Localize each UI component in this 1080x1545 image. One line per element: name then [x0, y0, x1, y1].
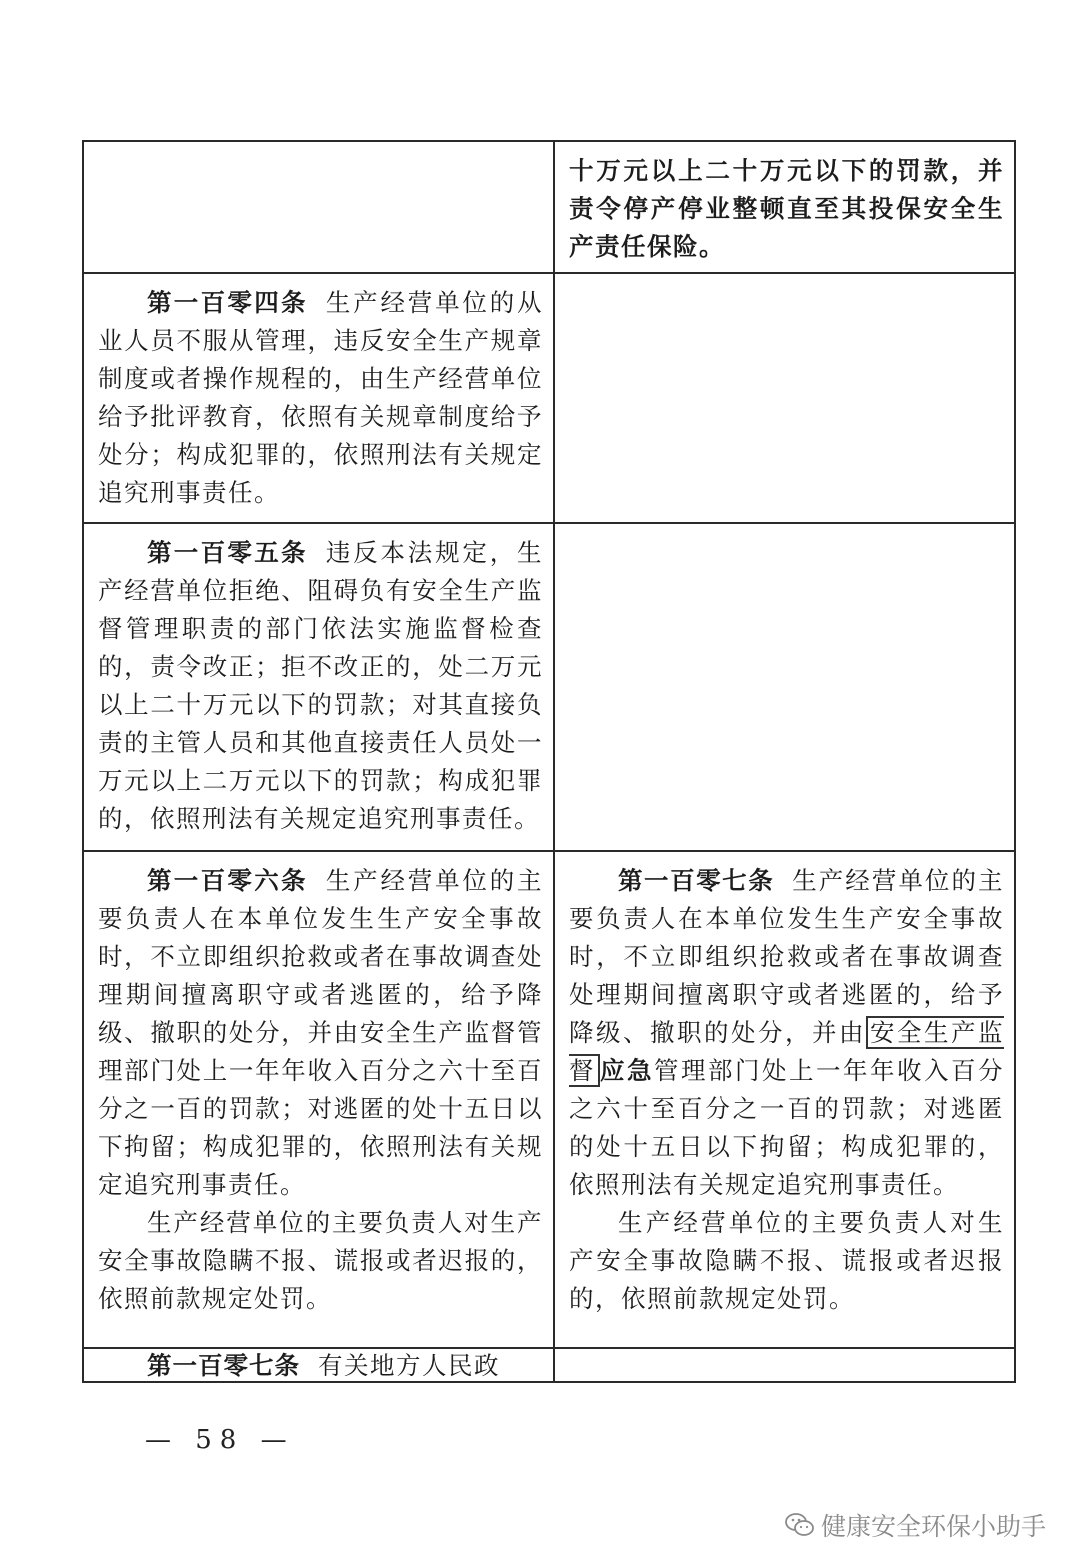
left-cell	[83, 141, 554, 273]
table-row	[83, 851, 1015, 1348]
article-paragraph-2: 生产经营单位的主要负责人对生产安全事故隐瞒不报、谎报或者迟报的，依照前款规定处罚。	[98, 1208, 543, 1313]
article-number: 第一百零四条	[147, 288, 308, 317]
wechat-icon	[785, 1512, 815, 1538]
right-cell	[554, 851, 1015, 1348]
article-body: 生产经营单位的从业人员不服从管理，违反安全生产规章制度或者操作规程的，由生产经营单位给予批评教育，依照有关规章制度给予处分；构成犯罪的，依照刑法有关规定追究刑事责任。	[98, 288, 544, 507]
article-body-post: 管理部门处上一年年收入百分之六十至百分之一百的罚款；对逃匿的处十五日以下拘留；构成犯罪的，依照刑法有关规定追究刑事责任。	[569, 1056, 1004, 1199]
page-number: — 58 —	[145, 1425, 295, 1455]
article-body: 有关地方人民政	[318, 1351, 500, 1380]
left-cell	[83, 851, 554, 1348]
article-paragraph	[98, 534, 543, 838]
left-cell	[83, 273, 554, 523]
article-body: 违反本法规定，生产经营单位拒绝、阻碍负有安全生产监督管理职责的部门依法实施监督检查的，责令改正；拒不改正的，处二万元以上二十万元以下的罚款；对其直接负责的主管人员和其他直接责任人员处一万元以上二万元以下的罚款；构成犯罪的，依照刑法有关规定追究刑事责任。	[98, 538, 544, 833]
left-cell	[83, 523, 554, 851]
article-number: 第一百零六条	[147, 866, 308, 895]
article-paragraph	[569, 862, 1004, 1204]
article-paragraph	[98, 862, 543, 1204]
bold-inserted-text: 应急	[600, 1056, 654, 1085]
article-paragraph-2: 生产经营单位的主要负责人对生产安全事故隐瞒不报、谎报或者迟报的，依照前款规定处罚。	[569, 1208, 1004, 1313]
article-body-pre: 生产经营单位的主要负责人在本单位发生生产安全事故时，不立即组织抢救或者在事故调查处理期间擅离职守或者逃匿的，给予降级、撤职的处分，并由	[569, 866, 1005, 1047]
boxed-deleted-text: 安全生产监督	[569, 1018, 1004, 1085]
right-cell	[554, 523, 1015, 851]
right-cell	[554, 273, 1015, 523]
watermark	[785, 1507, 1046, 1543]
article-paragraph	[98, 1351, 543, 1381]
right-cell	[554, 1348, 1015, 1382]
table-row	[83, 273, 1015, 523]
table-row	[83, 1348, 1015, 1382]
comparison-table	[82, 140, 1016, 1383]
article-number: 第一百零七条	[147, 1351, 300, 1380]
article-paragraph	[98, 284, 543, 512]
right-cell	[554, 141, 1015, 273]
article-body: 生产经营单位的主要负责人在本单位发生生产安全事故时，不立即组织抢救或者在事故调查处理期间擅离职守或者逃匿的，给予降级、撤职的处分，并由安全生产监督管理部门处上一年年收入百分之六十至百分之一百的罚款；对逃匿的处十五日以下拘留；构成犯罪的，依照刑法有关规定追究刑事责任。	[98, 866, 544, 1199]
left-cell	[83, 1348, 554, 1382]
article-number: 第一百零五条	[147, 538, 308, 567]
table-row	[83, 141, 1015, 273]
table-row	[83, 523, 1015, 851]
watermark-text: 健康安全环保小助手	[820, 1512, 1046, 1541]
article-number: 第一百零七条	[618, 866, 775, 895]
amendment-text: 十万元以上二十万元以下的罚款，并责令停产停业整顿直至其投保安全生产责任保险。	[569, 156, 1004, 261]
